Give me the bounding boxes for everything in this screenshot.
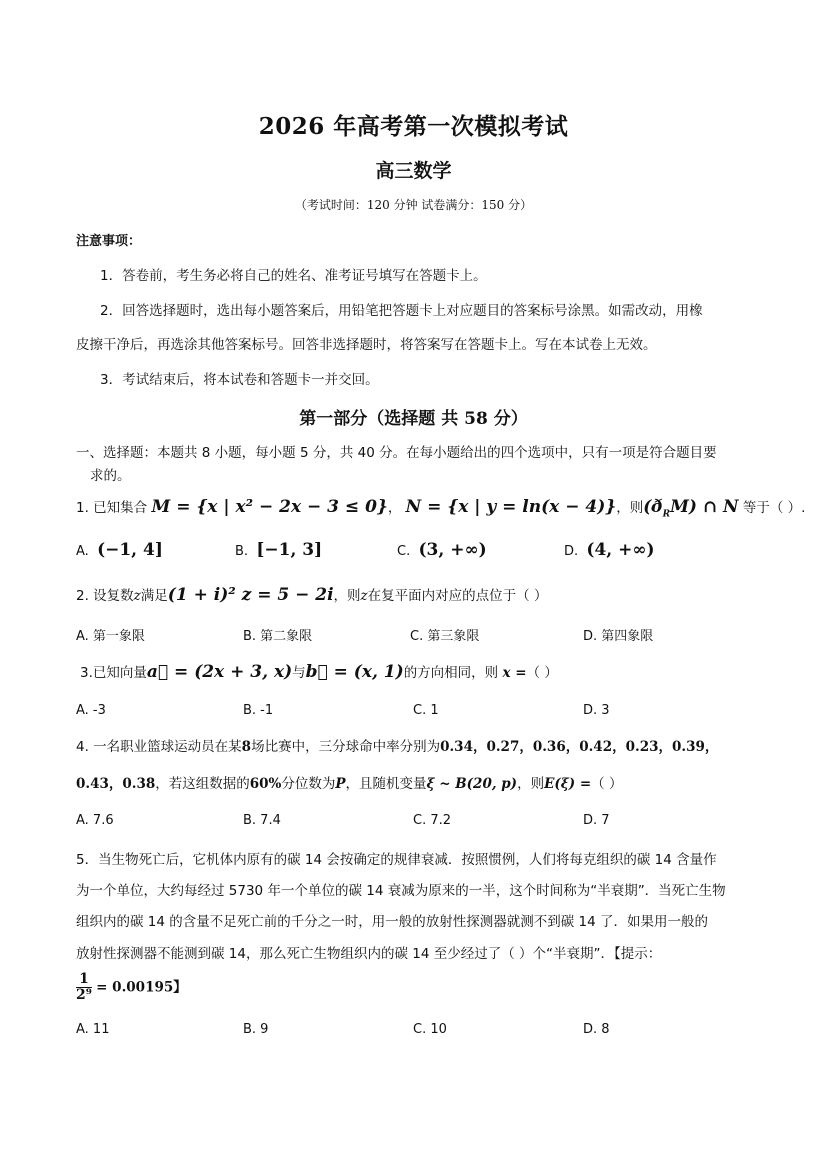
q1-option-d-value: (4, +∞) [586,540,655,560]
q4-distribution: ξ ~ B(20, p) [426,776,518,792]
q5-hint-value: = 0.00195】 [96,979,187,996]
question-5-line-3: 组织内的碳 14 的含量不足死亡前的千分之一时，用一般的放射性探测器就测不到碳 14 了．如果用一般的 [76,914,709,930]
q4-p: P [335,776,346,792]
q2-option-a: A. 第一象限 [76,629,145,644]
q1-expr-rest: M) ∩ N [670,497,739,517]
question-2 [76,584,547,605]
question-5-hint [76,972,187,1003]
q4-count: 8 [241,739,252,755]
q4-suffix: （ ） [591,776,623,792]
q4-option-a: A. 7.6 [76,813,114,828]
q3-x: x = [502,665,527,681]
q5-option-d: D. 8 [583,1022,610,1037]
question-4-line-1 [76,735,718,755]
q3-prefix: 3.已知向量 [80,665,147,681]
q4-option-c: C. 7.2 [413,813,452,828]
q3-option-c: C. 1 [413,703,439,718]
q1-option-b-value: [−1, 3] [256,540,323,560]
q4-values-1: 0.34，0.27，0.36，0.42，0.23，0.39， [440,739,719,755]
q4-percent: 60% [249,776,282,792]
subject-title: 高三数学 [375,160,452,182]
part1-instruction-line-1: 一、选择题：本题共 8 小题，每小题 5 分，共 40 分。在每小题给出的四个选项中，只有一项是符合题目要 [76,445,717,461]
q1-option-c [397,540,487,560]
q2-z-2: z [360,588,368,604]
q4-expectation: E(ξ) = [544,776,592,792]
q5-option-b: B. 9 [243,1022,269,1037]
q3-option-d: D. 3 [583,703,610,718]
q4-values-2: 0.43，0.38 [76,776,156,792]
q2-then: ，则 [333,588,361,604]
q1-option-a-label: A. [76,544,89,559]
q4-text-f: ，则 [517,776,545,792]
q4-option-b: B. 7.4 [243,813,281,828]
q1-sep: ， [387,500,402,516]
q2-option-d: D. 第四象限 [583,629,654,644]
q1-option-b-label: B. [235,544,249,559]
q5-hint-denominator: 2⁹ [76,987,92,1003]
note-item-1: 1．答卷前，考生务必将自己的姓名、准考证号填写在答题卡上。 [100,268,487,284]
q1-suffix: 等于（ ）. [742,500,806,516]
q3-suffix: （ ） [526,665,558,681]
q2-z-1: z [133,588,141,604]
q5-option-c: C. 10 [413,1022,447,1037]
q4-option-d: D. 7 [583,813,610,828]
q4-text-a: 4. 一名职业篮球运动员在某 [76,739,242,755]
q3-vector-b: b⃗ = (x, 1) [305,662,404,682]
q1-then: ，则 [616,500,644,516]
q1-prefix: 1. 已知集合 [76,500,148,516]
q4-text-d: 分位数为 [281,776,336,792]
q2-option-c: C. 第三象限 [410,629,480,644]
q2-option-b: B. 第二象限 [243,629,313,644]
note-item-2-line-1: 2．回答选择题时，选出每小题答案后，用铅笔把答题卡上对应题目的答案标号涂黑。如需改动，用橡 [100,303,703,319]
part1-instruction-line-2: 求的。 [90,468,131,484]
q3-option-b: B. -1 [243,703,274,718]
question-4-line-2 [76,772,622,792]
q1-expr [643,497,739,520]
q1-set-n: N = {x | y = ln(x − 4)} [405,497,617,517]
question-5-line-4: 放射性探测器不能测到碳 14，那么死亡生物组织内的碳 14 至少经过了（ ）个“半衰期”．【提示： [76,946,662,962]
q4-text-e: ，且随机变量 [345,776,427,792]
q3-with: 与 [292,665,306,681]
q2-equation: (1 + i)² z = 5 − 2i [167,585,334,605]
note-item-2-line-2: 皮擦干净后，再选涂其他答案标号。回答非选择题时，将答案写在答题卡上。写在本试卷上无效。 [76,337,657,353]
q5-hint-numerator: 1 [76,972,92,988]
q1-option-a [76,540,163,560]
q5-option-a: A. 11 [76,1022,110,1037]
q1-expr-sub: R [662,509,671,520]
q2-suffix: 在复平面内对应的点位于（ ） [367,588,548,604]
q1-option-a-value: (−1, 4] [97,540,163,560]
question-3 [80,661,558,682]
question-5-line-2: 为一个单位，大约每经过 5730 年一个单位的碳 14 衰减为原来的一半，这个时间称为“半衰期”．当死亡生物 [76,883,726,899]
q1-option-c-label: C. [397,544,411,559]
q1-option-d-label: D. [564,544,579,559]
exam-title: 2026 年高考第一次模拟考试 [258,113,569,140]
q1-option-c-value: (3, +∞) [418,540,487,560]
q1-option-d [564,540,655,560]
q2-prefix: 2. 设复数 [76,588,134,604]
q1-option-b [235,540,322,560]
exam-info: （考试时间：120 分钟 试卷满分：150 分） [294,198,533,212]
q3-mid: 的方向相同，则 [403,665,499,681]
q3-option-a: A. -3 [76,703,106,718]
q4-text-c: ，若这组数据的 [155,776,250,792]
q2-mid: 满足 [140,588,168,604]
q5-hint-fraction [76,972,92,1003]
notes-heading: 注意事项： [76,234,142,249]
note-item-3: 3．考试结束后，将本试卷和答题卡一并交回。 [100,372,379,388]
question-5-line-1: 5．当生物死亡后，它机体内原有的碳 14 会按确定的规律衰减．按照惯例，人们将每克组织的碳 14 含量作 [76,852,717,868]
part1-title: 第一部分（选择题 共 58 分） [299,409,528,429]
question-1 [76,496,805,519]
q3-vector-a: a⃗ = (2x + 3, x) [146,662,293,682]
q4-text-b: 场比赛中，三分球命中率分别为 [251,739,441,755]
q1-expr-main: (ð [643,497,663,517]
q1-set-m: M = {x | x² − 2x − 3 ≤ 0} [151,497,388,517]
